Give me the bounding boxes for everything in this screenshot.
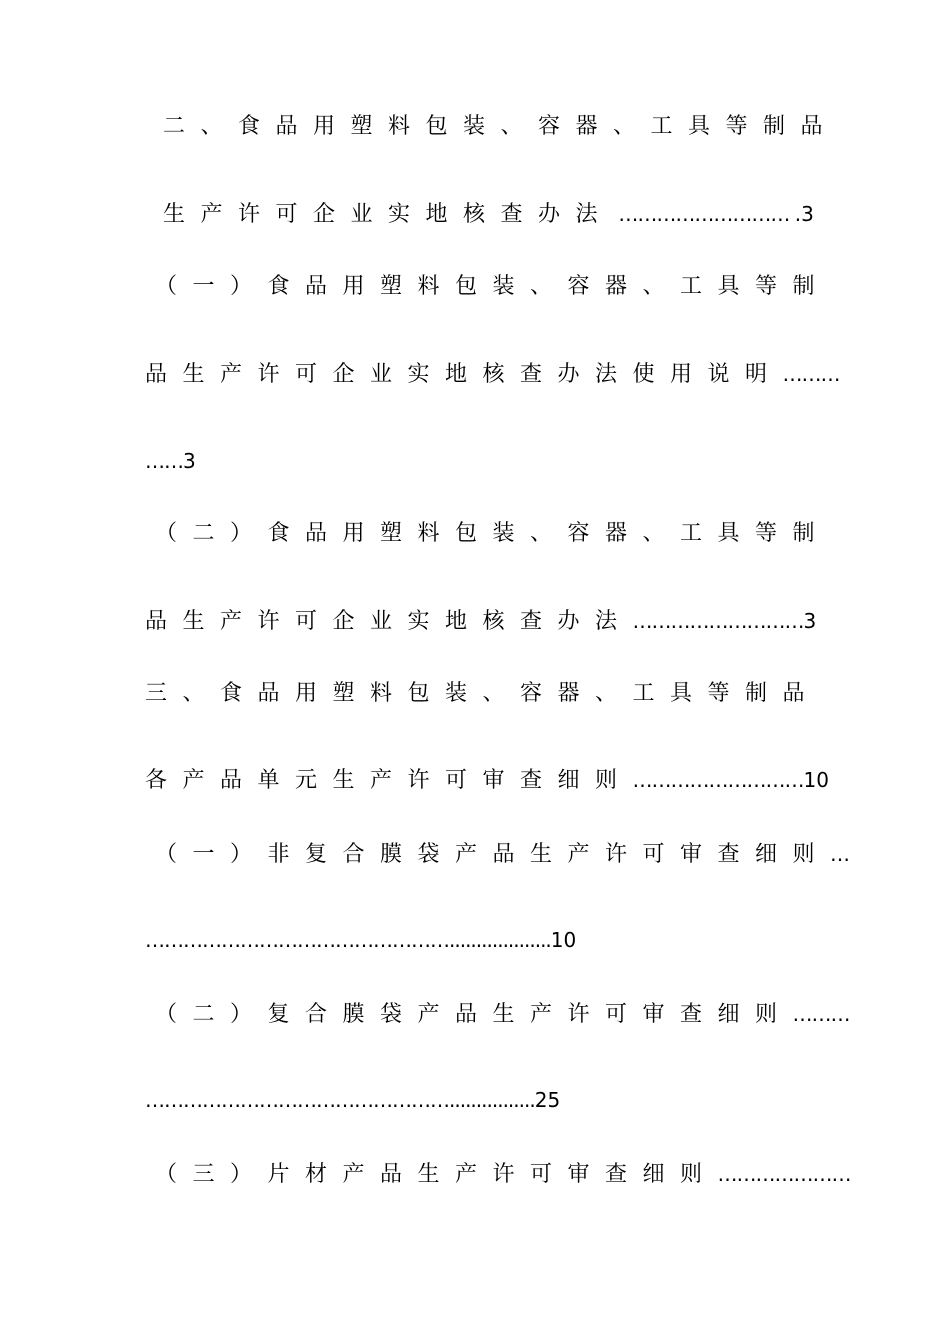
toc-entry-2-1-title[interactable]: [155, 272, 860, 302]
toc-text: 各产品单元生产许可审查细则: [145, 768, 633, 793]
toc-entry-3-2-title[interactable]: [155, 999, 860, 1030]
toc-entry-2-1-subtitle[interactable]: [145, 359, 850, 390]
toc-page-number: 25: [534, 1088, 561, 1112]
toc-leader: …: [830, 842, 850, 866]
toc-leader: ………………………: [632, 768, 804, 792]
toc-leader: ………………………: [632, 609, 804, 633]
toc-text: （二）食品用塑料包装、容器、工具等制: [155, 521, 831, 546]
toc-entry-3-title[interactable]: [145, 679, 850, 709]
toc-entry-3-1-title[interactable]: [155, 839, 860, 870]
toc-text: 生产许可企业实地核查办法: [163, 202, 614, 227]
toc-entry-2-2-subtitle[interactable]: [145, 606, 850, 637]
toc-page-number: 10: [803, 768, 829, 792]
toc-leader: …………………………………………...................: [145, 928, 551, 952]
toc-text: （二）复合膜袋产品生产许可审查细则: [155, 1002, 793, 1027]
toc-text: 二、食品用塑料包装、容器、工具等制品: [163, 114, 839, 139]
toc-entry-3-2-page[interactable]: [145, 1085, 850, 1116]
toc-entry-2-subtitle[interactable]: [163, 199, 868, 230]
toc-page-number: 3: [803, 609, 817, 633]
toc-leader: ………………………: [613, 202, 795, 226]
toc-text: （三）片材产品生产许可审查细则: [155, 1162, 718, 1187]
toc-text: 品生产许可企业实地核查办法: [145, 609, 633, 634]
toc-entry-2-1-page[interactable]: [145, 446, 850, 477]
toc-entry-2-2-title[interactable]: [155, 519, 860, 549]
toc-leader: …………………………………………................: [145, 1088, 535, 1112]
toc-entry-3-3-title[interactable]: [155, 1159, 860, 1190]
toc-page-number: 3: [183, 449, 196, 473]
toc-entry-3-1-page[interactable]: [145, 925, 850, 956]
toc-entry-2-title[interactable]: [163, 112, 868, 142]
toc-leader: ……: [145, 449, 183, 473]
toc-text: 三、食品用塑料包装、容器、工具等制品: [145, 681, 821, 706]
toc-page-number: .3: [794, 202, 814, 226]
toc-text: （一）非复合膜袋产品生产许可审查细则: [155, 842, 831, 867]
toc-leader: ………: [792, 1002, 850, 1026]
toc-text: 品生产许可企业实地核查办法使用说明: [145, 362, 783, 387]
toc-leader: …………………: [717, 1162, 851, 1186]
toc-page-number: 10: [550, 928, 577, 952]
toc-text: （一）食品用塑料包装、容器、工具等制: [155, 274, 831, 299]
toc-leader: ………: [782, 362, 840, 386]
toc-entry-3-subtitle[interactable]: [145, 765, 850, 796]
